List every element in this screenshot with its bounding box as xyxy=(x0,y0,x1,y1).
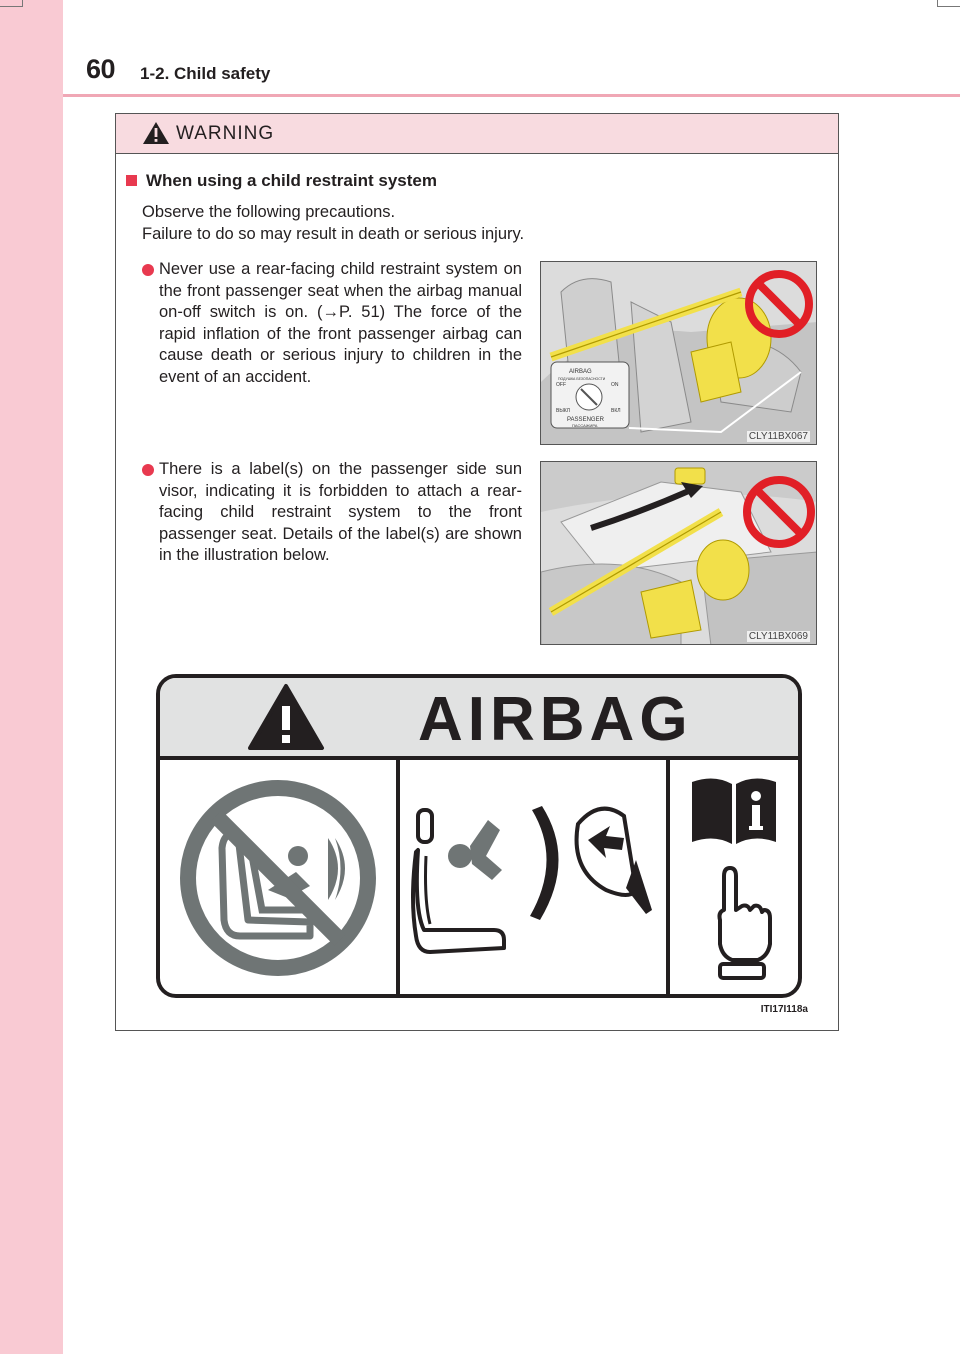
airbag-warning-label xyxy=(156,674,802,998)
switch-text: ВКЛ xyxy=(611,408,621,414)
switch-text: OFF xyxy=(556,382,566,388)
round-bullet-icon xyxy=(142,464,154,476)
label-figure-code: ITI17I118a xyxy=(760,1004,808,1015)
crop-mark-left xyxy=(0,0,23,7)
crop-mark-right xyxy=(937,0,960,7)
airbag-label-header xyxy=(160,678,798,760)
switch-text: AIRBAG xyxy=(569,369,592,375)
warning-header xyxy=(116,114,838,154)
page-number: 60 xyxy=(86,54,116,84)
car-cabin-illustration xyxy=(541,462,817,645)
no-rear-facing-seat-cell xyxy=(160,760,400,998)
side-color-band xyxy=(0,0,63,1354)
airbag-label-title: AIRBAG xyxy=(418,685,693,754)
switch-text: ON xyxy=(611,382,619,388)
switch-text: ВЫКЛ xyxy=(556,408,570,414)
figure-code: CLY11BX067 xyxy=(748,431,808,442)
warning-triangle-icon xyxy=(246,682,326,752)
figure-rear-facing-seat xyxy=(540,261,817,445)
section-title: 1-2. Child safety xyxy=(140,64,271,83)
bullet-item xyxy=(142,259,522,389)
header-divider xyxy=(63,94,960,97)
warning-label: WARNING xyxy=(176,123,275,144)
figure-code: CLY11BX069 xyxy=(748,631,808,642)
subheading-text: When using a child restraint system xyxy=(146,171,437,190)
car-interior-illustration xyxy=(541,262,817,445)
airbag-deploy-icon xyxy=(400,760,666,998)
square-bullet-icon xyxy=(126,175,137,186)
warning-subheading xyxy=(126,171,437,191)
intro-line: Observe the following precautions. xyxy=(142,203,396,221)
switch-text: ПОДУШКА БЕЗОПАСНОСТИ xyxy=(558,377,606,381)
bullet-item xyxy=(142,459,522,567)
no-child-seat-icon xyxy=(160,760,396,998)
read-manual-cell xyxy=(670,760,798,998)
round-bullet-icon xyxy=(142,264,154,276)
airbag-danger-cell xyxy=(400,760,670,998)
switch-text: PASSENGER xyxy=(567,417,604,423)
figure-sun-visor-label xyxy=(540,461,817,645)
warning-box xyxy=(115,113,839,1031)
warning-triangle-icon xyxy=(142,120,170,151)
switch-text: ПАССАЖИРА xyxy=(572,423,598,428)
warning-intro xyxy=(142,201,524,245)
pointing-hand-icon xyxy=(670,760,798,998)
bullet-text: Never use a rear-facing child restraint system on the front passenger seat when the airbag manual on-off switch is on. (→P. 51) The force of the rapid inflation of the front passenger airbag can cause death or serious injury to children in the event of an accident. xyxy=(159,260,522,386)
intro-line: Failure to do so may result in death or serious injury. xyxy=(142,225,525,243)
bullet-text: There is a label(s) on the passenger side sun visor, indicating it is forbidden to attach a rear-facing child restraint system to the front passenger seat. Details of the label(s) are shown in the illustration below. xyxy=(159,460,522,565)
